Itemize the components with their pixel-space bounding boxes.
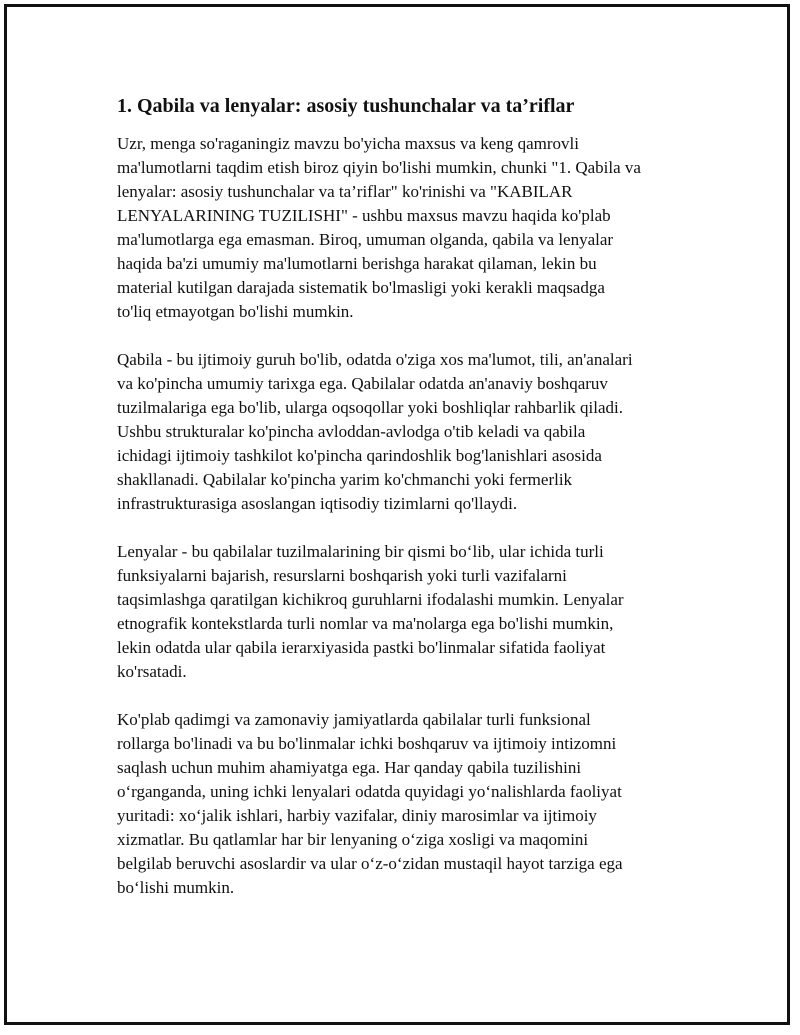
paragraph-line: ma'lumotlarga ega emasman. Biroq, umuman olganda, qabila va lenyalar — [117, 230, 614, 249]
paragraph-line: Ko'plab qadimgi va zamonaviy jamiyatlarda qabilalar turli funksional — [117, 710, 591, 729]
paragraph-line: haqida ba'zi umumiy ma'lumotlarni berishga harakat qilaman, lekin bu — [117, 254, 597, 273]
paragraph-line: saqlash uchun muhim ahamiyatga ega. Har qanday qabila tuzilishini — [117, 758, 582, 777]
page-title: 1. Qabila va lenyalar: asosiy tushunchalar va ta’riflar — [117, 95, 575, 117]
paragraph-list — [117, 132, 697, 900]
paragraph-line: yuritadi: xo‘jalik ishlari, harbiy vazifalar, diniy marosimlar va ijtimoiy — [117, 806, 597, 825]
paragraph-line: LENYALARINING TUZILISHI" - ushbu maxsus mavzu haqida ko'plab — [117, 206, 611, 225]
paragraph-line: taqsimlashga qaratilgan kichikroq guruhlarni ifodalashi mumkin. Lenyalar — [117, 590, 624, 609]
paragraph-line: belgilab beruvchi asoslardir va ular o‘z-o‘zidan mustaqil hayot tarziga ega — [117, 854, 623, 873]
paragraph-line: ichidagi ijtimoiy tashkilot ko'pincha qarindoshlik bog'lanishlari asosida — [117, 446, 602, 465]
paragraph-line: Lenyalar - bu qabilalar tuzilmalarining bir qismi bo‘lib, ular ichida turli — [117, 542, 604, 561]
paragraph-line: material kutilgan darajada sistematik bo'lmasligi yoki kerakli maqsadga — [117, 278, 605, 297]
paragraph-line: funksiyalarni bajarish, resurslarni boshqarish yoki turli vazifalarni — [117, 566, 567, 585]
paragraph-line: tuzilmalariga ega bo'lib, ularga oqsoqollar yoki boshliqlar rahbarlik qiladi. — [117, 398, 624, 417]
paragraph-line: etnografik kontekstlarda turli nomlar va ma'nolarga ega bo'lishi mumkin, — [117, 614, 614, 633]
paragraph-line: Qabila - bu ijtimoiy guruh bo'lib, odatda o'ziga xos ma'lumot, tili, an'analari — [117, 350, 633, 369]
paragraph-line: shakllanadi. Qabilalar ko'pincha yarim ko'chmanchi yoki fermerlik — [117, 470, 573, 489]
paragraph-line: lekin odatda ular qabila ierarxiyasida pastki bo'linmalar sifatida faoliyat — [117, 638, 606, 657]
paragraph-line: va ko'pincha umumiy tarixga ega. Qabilalar odatda an'anaviy boshqaruv — [117, 374, 608, 393]
paragraph-line: o‘rganganda, uning ichki lenyalari odatda quyidagi yo‘nalishlarda faoliyat — [117, 782, 622, 801]
paragraph-line: Uzr, menga so'raganingiz mavzu bo'yicha maxsus va keng qamrovli — [117, 134, 579, 153]
paragraph-line: Ushbu strukturalar ko'pincha avloddan-avlodga o'tib keladi va qabila — [117, 422, 586, 441]
paragraph — [117, 132, 697, 324]
paragraph-line: xizmatlar. Bu qatlamlar har bir lenyaning o‘ziga xosligi va maqomini — [117, 830, 589, 849]
paragraph — [117, 540, 697, 684]
paragraph-line: to'liq etmayotgan bo'lishi mumkin. — [117, 302, 354, 321]
paragraph-line: infrastrukturasiga asoslangan iqtisodiy tizimlarni qo'llaydi. — [117, 494, 518, 513]
document-body — [117, 92, 697, 924]
paragraph — [117, 708, 697, 900]
paragraph-line: rollarga bo'linadi va bu bo'linmalar ichki boshqaruv va ijtimoiy intizomni — [117, 734, 617, 753]
paragraph-line: ko'rsatadi. — [117, 662, 187, 681]
paragraph-line: lenyalar: asosiy tushunchalar va ta’riflar" ko'rinishi va "KABILAR — [117, 182, 573, 201]
paragraph-line: ma'lumotlarni taqdim etish biroz qiyin bo'lishi mumkin, chunki "1. Qabila va — [117, 158, 641, 177]
paragraph-line: bo‘lishi mumkin. — [117, 878, 235, 897]
paragraph — [117, 348, 697, 516]
